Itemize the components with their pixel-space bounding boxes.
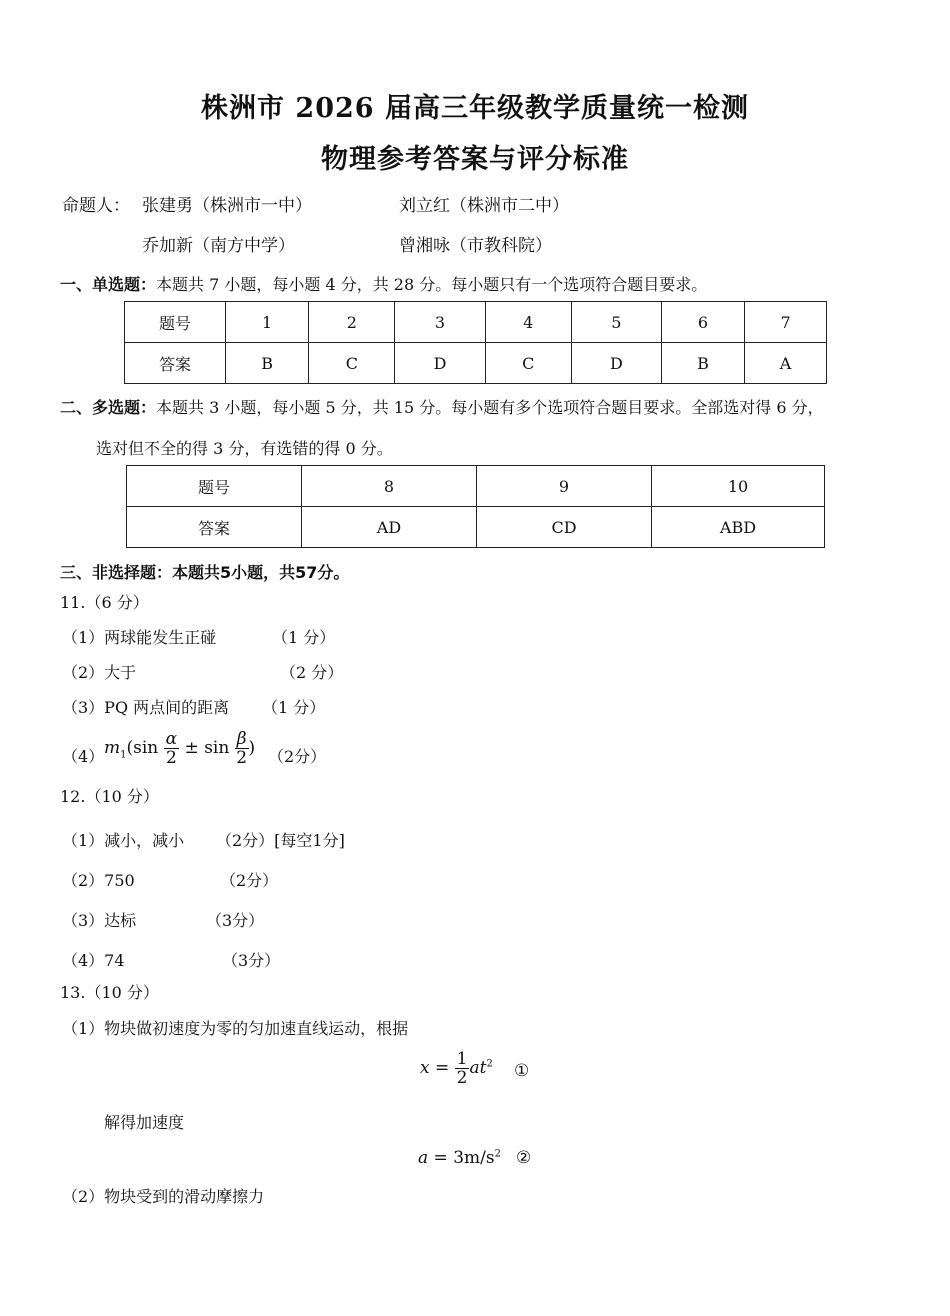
q12-part3-score: （3分） xyxy=(206,911,265,930)
table-cell: 8 xyxy=(302,466,477,507)
table-row xyxy=(125,302,827,343)
formula-rhs: = 3m/s xyxy=(428,1148,495,1168)
q11-part1: （1）两球能发生正碰 xyxy=(62,628,217,647)
section1-label: 一、单选题： xyxy=(60,275,157,294)
q12-part4: （4）74 xyxy=(62,951,125,970)
fraction-alpha xyxy=(164,730,179,767)
header-cell: 题号 xyxy=(127,466,302,507)
author-1: 张建勇（株洲市一中） xyxy=(142,196,312,216)
q11-part2-score: （2 分） xyxy=(280,663,344,682)
section2-answer-table xyxy=(126,465,825,548)
formula-x: x xyxy=(420,1058,430,1078)
q13-formula-1 xyxy=(420,1050,493,1087)
author-2: 刘立红（株洲市二中） xyxy=(399,196,569,216)
table-cell: D xyxy=(571,343,661,384)
fraction-half xyxy=(455,1050,470,1087)
q12-part1-score: （2分）[每空1分] xyxy=(216,831,345,850)
q12-part3: （3）达标 xyxy=(62,911,137,930)
section2-label: 二、多选题： xyxy=(60,398,157,417)
table-cell: 9 xyxy=(477,466,652,507)
table-cell: B xyxy=(226,343,309,384)
table-cell: C xyxy=(309,343,395,384)
section1-heading xyxy=(60,272,707,295)
q12-part2: （2）750 xyxy=(62,871,135,890)
q11-part3-score: （1 分） xyxy=(262,698,326,717)
table-cell: 6 xyxy=(661,302,744,343)
table-cell: 1 xyxy=(226,302,309,343)
formula-sub: 1 xyxy=(120,749,127,761)
frac-den: 2 xyxy=(165,748,177,768)
table-row xyxy=(125,343,827,384)
table-cell: 7 xyxy=(745,302,827,343)
q11-part3: （3）PQ 两点间的距离 xyxy=(62,698,230,717)
authors-prefix: 命题人： xyxy=(62,196,130,216)
section2-heading xyxy=(60,395,824,418)
frac-num: 1 xyxy=(456,1049,468,1069)
header-cell: 答案 xyxy=(127,507,302,548)
table-row xyxy=(127,466,825,507)
section2-desc: 本题共 3 小题，每小题 5 分，共 15 分。每小题有多个选项符合题目要求。全部选对得 6 分， xyxy=(156,398,824,417)
frac-den: 2 xyxy=(236,748,248,768)
formula-m: m xyxy=(104,738,121,758)
q12-part4-score: （3分） xyxy=(222,951,281,970)
page-title: 株洲市 2026 届高三年级教学质量统一检测 xyxy=(201,93,749,124)
q11-part4-score: （2分） xyxy=(268,747,327,766)
q13-part1: （1）物块做初速度为零的匀加速直线运动，根据 xyxy=(62,1019,409,1038)
header-cell: 题号 xyxy=(125,302,226,343)
table-row xyxy=(127,507,825,548)
author-3: 乔加新（南方中学） xyxy=(142,236,295,256)
author-4: 曾湘咏（市教科院） xyxy=(399,236,552,256)
formula-a: a xyxy=(418,1148,429,1168)
section1-answer-table xyxy=(124,301,827,384)
page-subtitle: 物理参考答案与评分标准 xyxy=(321,144,629,175)
table-cell: AD xyxy=(302,507,477,548)
frac-num: α xyxy=(165,729,178,749)
formula-exp: 2 xyxy=(494,1148,501,1160)
q11-part1-score: （1 分） xyxy=(272,628,336,647)
table-cell: A xyxy=(745,343,827,384)
q11-part4: （4） xyxy=(62,747,105,766)
q13-mark-1: ① xyxy=(514,1061,530,1081)
table-cell: 2 xyxy=(309,302,395,343)
header-cell: 答案 xyxy=(125,343,226,384)
frac-num: β xyxy=(236,729,247,749)
q12-part2-score: （2分） xyxy=(220,871,279,890)
table-cell: ABD xyxy=(652,507,825,548)
table-cell: 4 xyxy=(485,302,571,343)
section2-desc-2: 选对但不全的得 3 分，有选错的得 0 分。 xyxy=(96,439,393,458)
table-cell: B xyxy=(661,343,744,384)
q11-formula xyxy=(104,730,255,767)
table-cell: CD xyxy=(477,507,652,548)
table-cell: 5 xyxy=(571,302,661,343)
q11-heading: 11.（6 分） xyxy=(60,593,149,612)
section3-heading: 三、非选择题：本题共5小题，共57分。 xyxy=(60,563,350,582)
table-cell: C xyxy=(485,343,571,384)
q13-formula-2 xyxy=(418,1148,501,1168)
section1-desc: 本题共 7 小题，每小题 4 分，共 28 分。每小题只有一个选项符合题目要求。 xyxy=(156,275,708,294)
formula-pm: ± sin xyxy=(184,738,230,758)
table-cell: D xyxy=(395,343,485,384)
q13-part2: 解得加速度 xyxy=(104,1113,185,1132)
frac-den: 2 xyxy=(456,1068,468,1088)
fraction-beta xyxy=(235,730,249,767)
table-cell: 10 xyxy=(652,466,825,507)
q11-part2: （2）大于 xyxy=(62,663,137,682)
q13-mark-2: ② xyxy=(516,1148,532,1168)
formula-at: at xyxy=(469,1058,487,1078)
q12-part1: （1）减小，减小 xyxy=(62,831,185,850)
q13-heading: 13.（10 分） xyxy=(60,983,159,1002)
q13-part3: （2）物块受到的滑动摩擦力 xyxy=(62,1187,265,1206)
table-cell: 3 xyxy=(395,302,485,343)
formula-close: ) xyxy=(248,738,256,758)
formula-exp: 2 xyxy=(486,1058,493,1070)
formula-sin1: (sin xyxy=(126,738,159,758)
formula-eq: = xyxy=(429,1058,455,1078)
q12-heading: 12.（10 分） xyxy=(60,787,159,806)
